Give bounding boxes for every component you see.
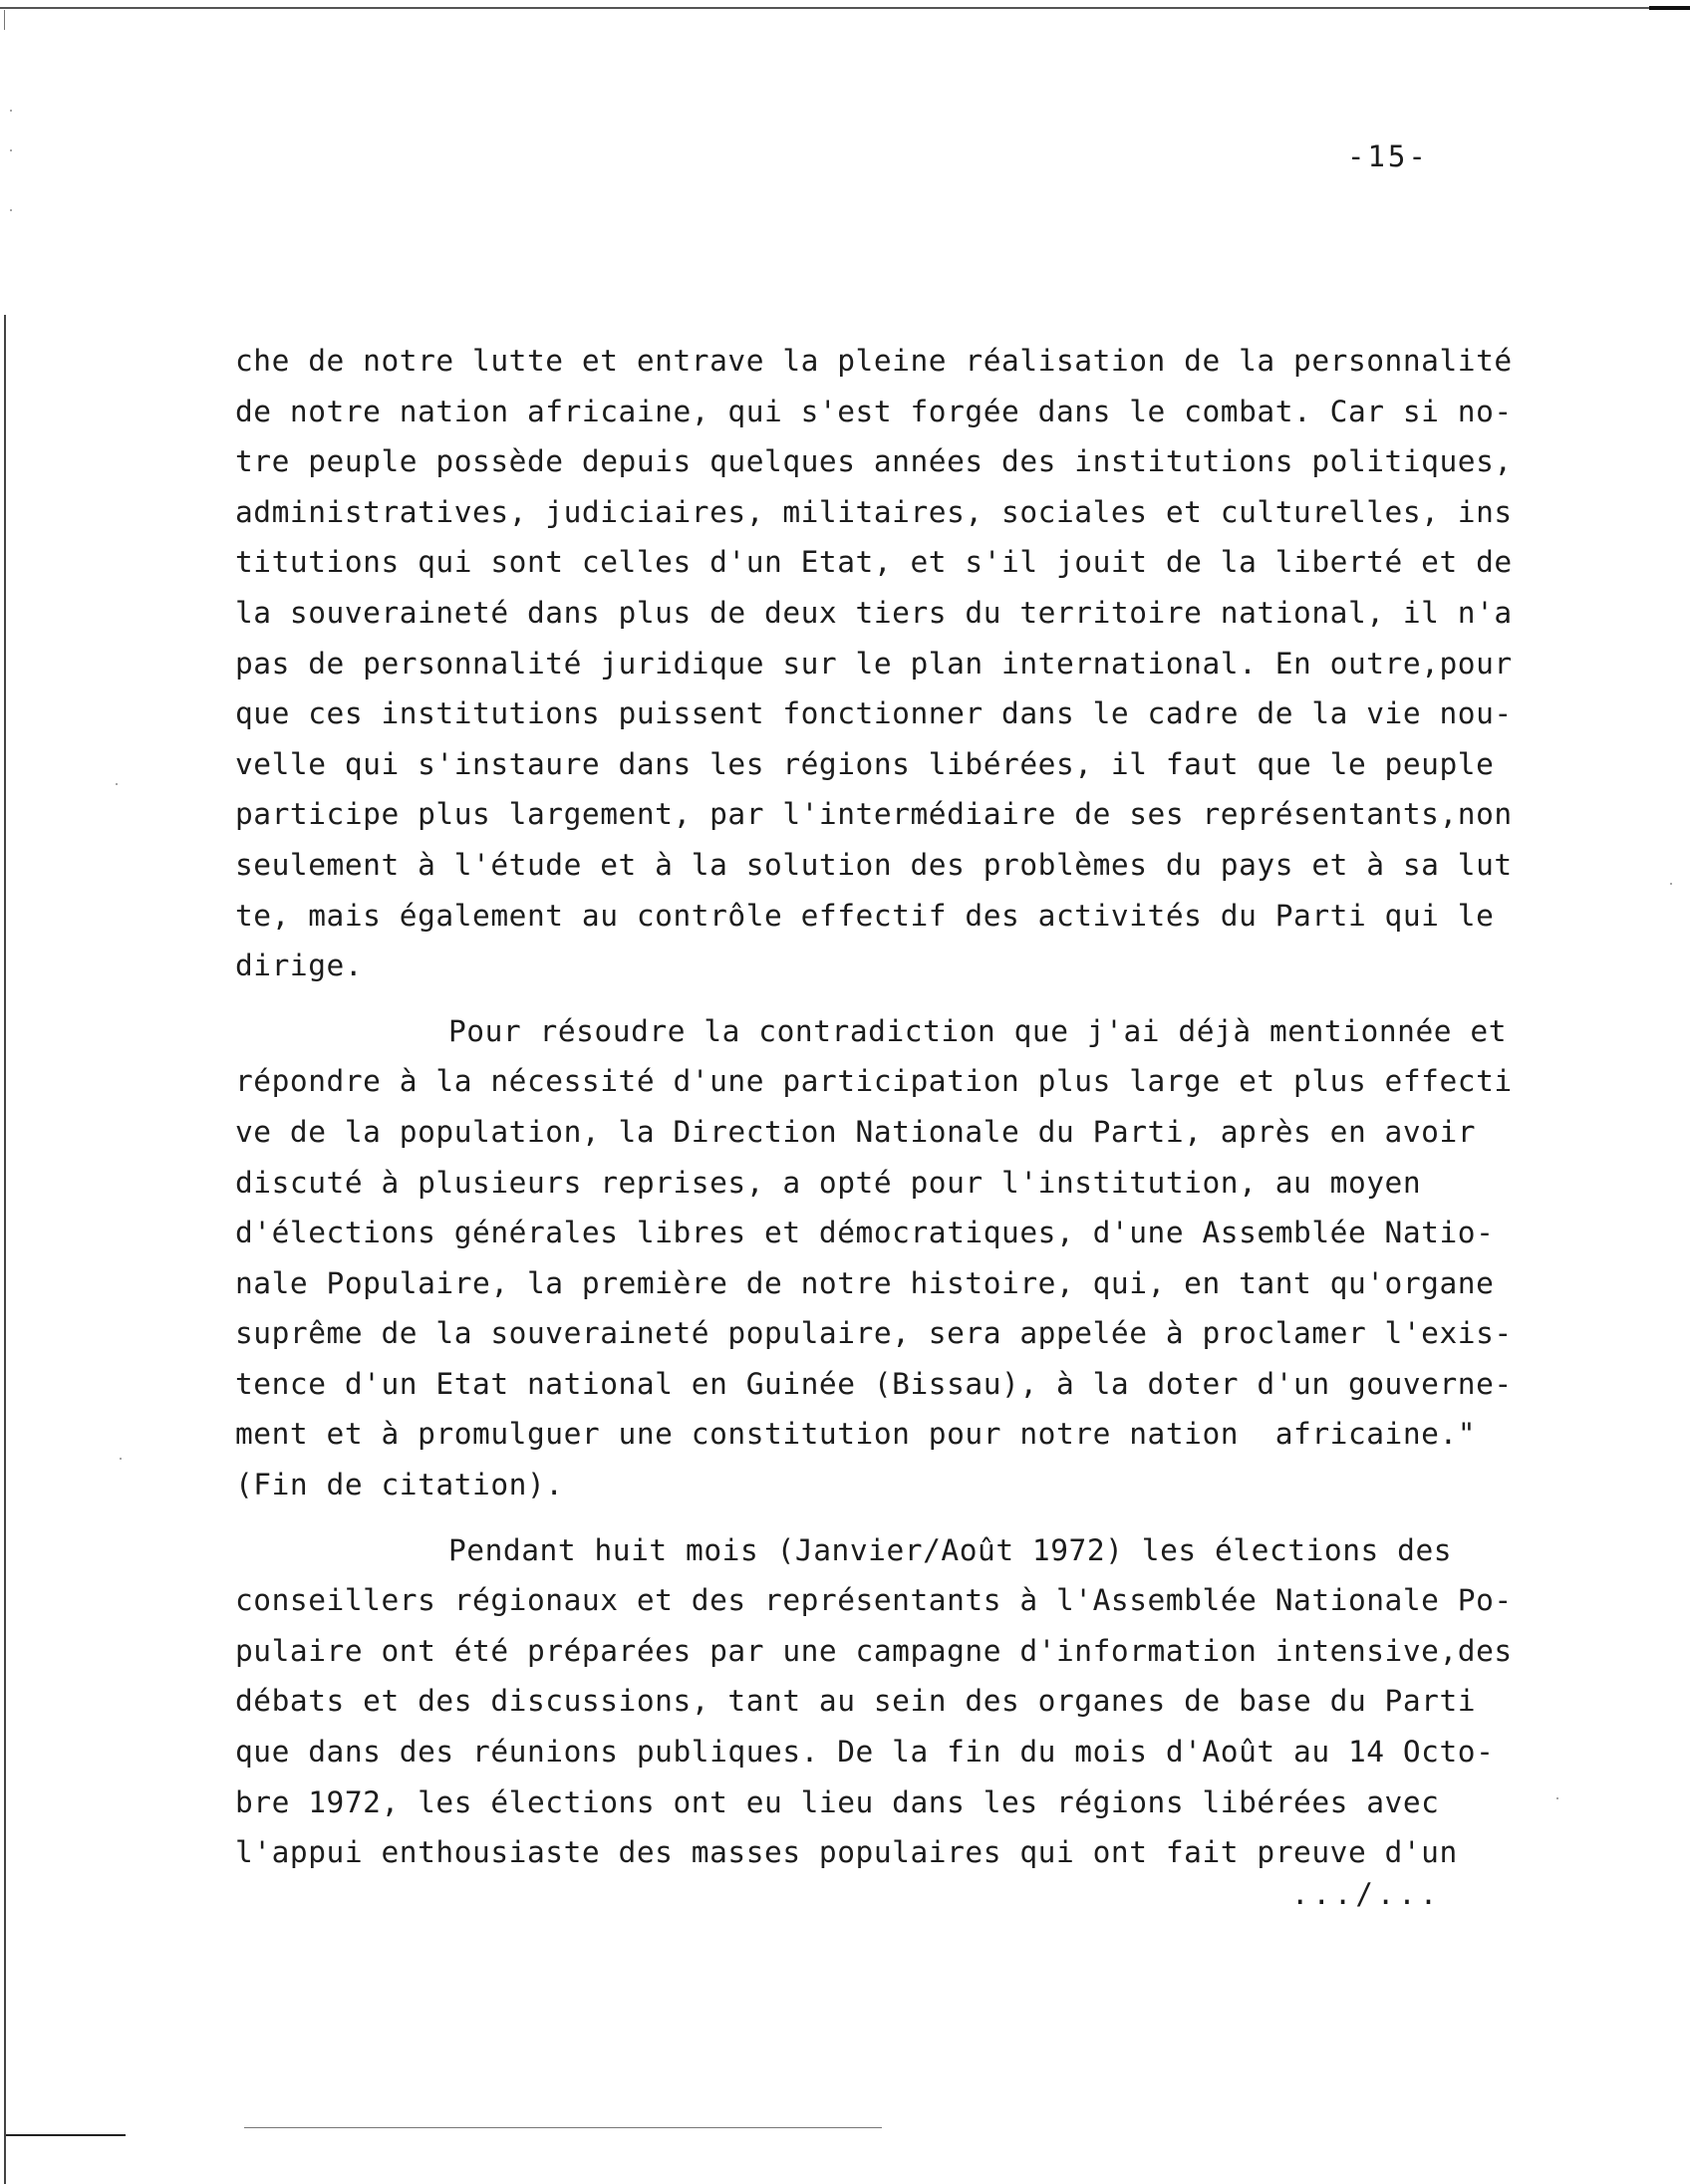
text-line: ve de la population, la Direction Nationale du Parti, après en avoir — [235, 1114, 1477, 1149]
text-line: pas de personnalité juridique sur le plan international. En outre,pour — [235, 646, 1513, 681]
scan-speck — [1670, 883, 1672, 885]
text-line: l'appui enthousiaste des masses populaires qui ont fait preuve d'un — [235, 1835, 1458, 1870]
text-line: te, mais également au contrôle effectif des activités du Parti qui le — [235, 898, 1495, 933]
text-line: que ces institutions puissent fonctionner dans le cadre de la vie nou- — [235, 696, 1513, 731]
text-line: répondre à la nécessité d'une participation plus large et plus effecti — [235, 1064, 1513, 1099]
scan-speck — [10, 110, 12, 112]
paragraph — [235, 1525, 1670, 1878]
top-border-line — [0, 7, 1654, 9]
text-line: (Fin de citation). — [235, 1468, 564, 1502]
scan-speck — [10, 149, 12, 151]
left-edge-mark — [4, 10, 5, 30]
text-line: suprême de la souveraineté populaire, sera appelée à proclamer l'exis- — [235, 1316, 1513, 1351]
scan-speck — [120, 1458, 122, 1460]
page-number: -15- — [1347, 139, 1429, 173]
text-line: de notre nation africaine, qui s'est forgée dans le combat. Car si no- — [235, 394, 1513, 428]
text-line: bre 1972, les élections ont eu lieu dans les régions libérées avec — [235, 1784, 1440, 1819]
scan-speck — [116, 783, 118, 785]
text-line: tence d'un Etat national en Guinée (Bissau), à la doter d'un gouverne- — [235, 1366, 1513, 1401]
text-line: dirige. — [235, 949, 364, 983]
paragraph — [235, 1006, 1670, 1510]
left-margin-line — [4, 315, 6, 2184]
text-line: ment et à promulguer une constitution pour notre nation africaine." — [235, 1417, 1477, 1452]
text-line: débats et des discussions, tant au sein des organes de base du Parti — [235, 1684, 1477, 1719]
paragraph — [235, 336, 1670, 991]
text-line: Pendant huit mois (Janvier/Août 1972) les élections des — [448, 1532, 1453, 1567]
text-line: pulaire ont été préparées par une campagne d'information intensive,des — [235, 1633, 1513, 1668]
paragraph-gap — [235, 1510, 1670, 1525]
continuation-mark: .../... — [1291, 1877, 1442, 1911]
text-line: velle qui s'instaure dans les régions libérées, il faut que le peuple — [235, 746, 1495, 781]
text-line: discuté à plusieurs reprises, a opté pour l'institution, au moyen — [235, 1165, 1422, 1200]
text-line: tre peuple possède depuis quelques années des institutions politiques, — [235, 444, 1513, 479]
text-line: nale Populaire, la première de notre histoire, qui, en tant qu'organe — [235, 1265, 1495, 1300]
text-line: la souveraineté dans plus de deux tiers du territoire national, il n'a — [235, 595, 1513, 630]
text-line: participe plus largement, par l'intermédiaire de ses représentants,non — [235, 797, 1513, 832]
text-line: titutions qui sont celles d'un Etat, et s'il jouit de la liberté et de — [235, 545, 1513, 580]
text-line: seulement à l'étude et à la solution des problèmes du pays et à sa lut — [235, 847, 1513, 882]
bottom-rule-line — [244, 2127, 882, 2128]
bottom-left-line — [6, 2134, 126, 2136]
text-line: d'élections générales libres et démocratiques, d'une Assemblée Natio- — [235, 1216, 1495, 1250]
top-border-mark — [1649, 6, 1690, 10]
text-line: conseillers régionaux et des représentants à l'Assemblée Nationale Po- — [235, 1583, 1513, 1618]
text-line: que dans des réunions publiques. De la fin du mois d'Août au 14 Octo- — [235, 1735, 1495, 1770]
text-line: administratives, judiciaires, militaires, sociales et culturelles, ins — [235, 494, 1513, 529]
document-body — [235, 336, 1670, 1878]
text-line: che de notre lutte et entrave la pleine réalisation de la personnalité — [235, 344, 1513, 378]
scan-speck — [10, 209, 12, 211]
text-line: Pour résoudre la contradiction que j'ai déjà mentionnée et — [448, 1013, 1508, 1048]
paragraph-gap — [235, 991, 1670, 1006]
